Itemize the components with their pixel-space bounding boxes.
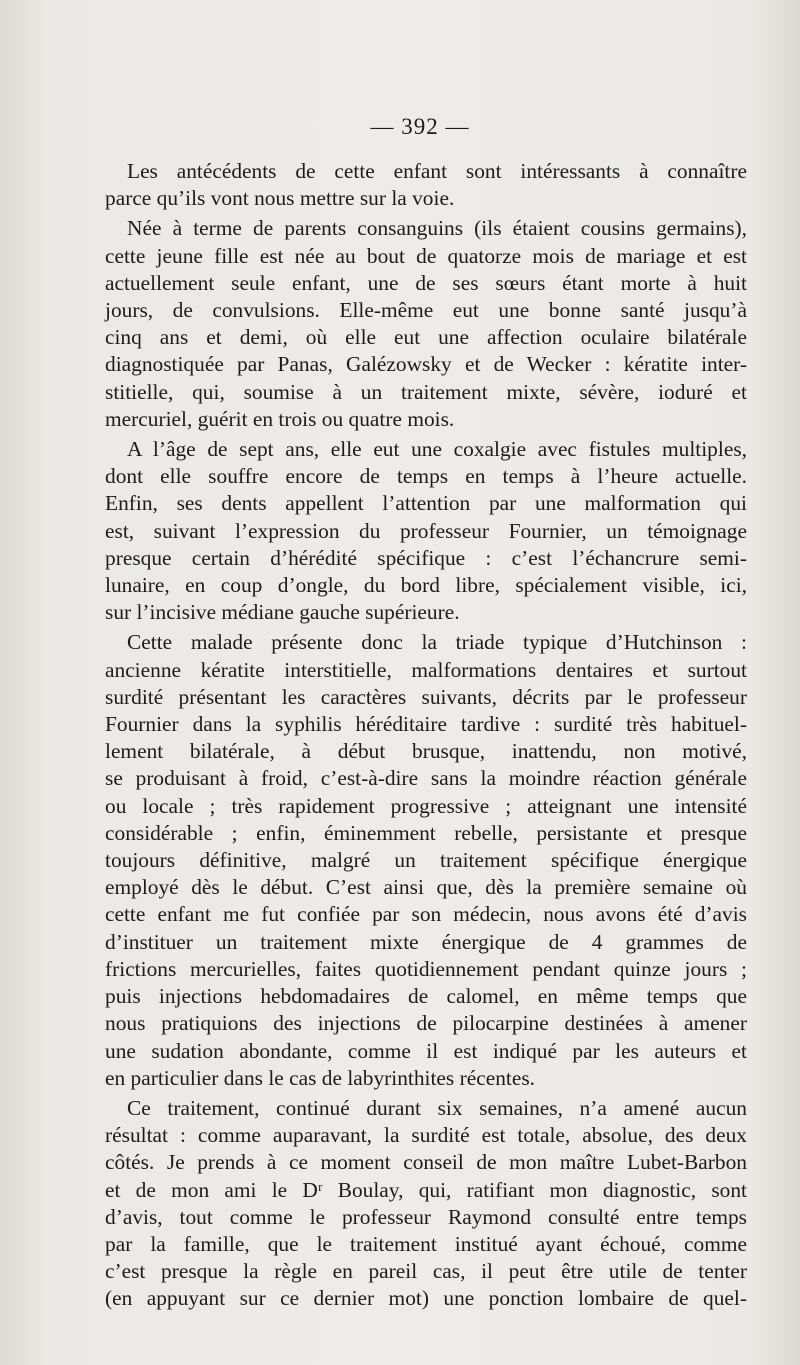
text-line: par la famille, que le traitement institué ayant échoué, comme	[105, 1231, 747, 1256]
text-line: Ce traitement, continué durant six semaines, n’a amené aucun	[127, 1095, 747, 1120]
text-line: et de mon ami le Dʳ Boulay, qui, ratifiant mon diagnostic, sont	[105, 1177, 747, 1202]
text-line: une sudation abondante, comme il est indiqué par les auteurs et	[105, 1038, 747, 1063]
text-line: parce qu’ils vont nous mettre sur la voie.	[105, 186, 455, 211]
text-line: jours, de convulsions. Elle-même eut une bonne santé jusqu’à	[105, 298, 747, 323]
text-line: Cette malade présente donc la triade typique d’Hutchinson :	[127, 630, 747, 655]
text-line: dont elle souffre encore de temps en temps à l’heure actuelle.	[105, 464, 747, 489]
text-line: Fournier dans la syphilis héréditaire tardive : surdité très habituel-	[105, 712, 747, 737]
text-line: puis injections hebdomadaires de calomel, en même temps que	[105, 984, 747, 1009]
text-line: ou locale ; très rapidement progressive ; atteignant une intensité	[105, 793, 747, 818]
text-line: est, suivant l’expression du professeur Fournier, un témoignage	[105, 518, 747, 543]
text-line: cette jeune fille est née au bout de quatorze mois de mariage et est	[105, 243, 747, 268]
paragraph	[105, 158, 747, 212]
paragraph	[105, 215, 747, 433]
text-line: considérable ; enfin, éminemment rebelle, persistante et presque	[105, 820, 747, 845]
text-line: toujours définitive, malgré un traitement spécifique énergique	[105, 848, 747, 873]
text-line: (en appuyant sur ce dernier mot) une ponction lombaire de quel-	[105, 1286, 747, 1311]
text-line: en particulier dans le cas de labyrinthites récentes.	[105, 1065, 536, 1090]
text-line: diagnostiquée par Panas, Galézowsky et de Wecker : kératite inter-	[105, 352, 747, 377]
text-line: ancienne kératite interstitielle, malformations dentaires et surtout	[105, 657, 747, 682]
text-line: A l’âge de sept ans, elle eut une coxalgie avec fistules multiples,	[127, 437, 747, 462]
text-line: côtés. Je prends à ce moment conseil de mon maître Lubet-Barbon	[105, 1150, 747, 1175]
text-line: Née à terme de parents consanguins (ils étaient cousins germains),	[127, 216, 747, 241]
text-line: lunaire, en coup d’ongle, du bord libre, spécialement visible, ici,	[105, 573, 747, 598]
text-line: résultat : comme auparavant, la surdité est totale, absolue, des deux	[105, 1123, 747, 1148]
paragraph	[105, 629, 747, 1091]
text-line: se produisant à froid, c’est-à-dire sans la moindre réaction générale	[105, 766, 747, 791]
text-line: surdité présentant les caractères suivants, décrits par le professeur	[105, 684, 747, 709]
text-line: cinq ans et demi, où elle eut une affection oculaire bilatérale	[105, 325, 747, 350]
text-line: actuellement seule enfant, une de ses sœurs étant morte à huit	[105, 270, 747, 295]
text-line: sur l’incisive médiane gauche supérieure.	[105, 600, 460, 625]
text-line: Enfin, ses dents appellent l’attention par une malformation qui	[105, 491, 747, 516]
text-line: mercuriel, guérit en trois ou quatre mois.	[105, 406, 455, 431]
text-line: employé dès le début. C’est ainsi que, dès la première semaine où	[105, 875, 747, 900]
text-line: cette enfant me fut confiée par son médecin, nous avons été d’avis	[105, 902, 747, 927]
text-line: lement bilatérale, à début brusque, inattendu, non motivé,	[105, 739, 747, 764]
paragraph	[105, 436, 747, 626]
text-line: Les antécédents de cette enfant sont intéressants à connaître	[127, 159, 747, 183]
text-line: d’avis, tout comme le professeur Raymond consulté entre temps	[105, 1204, 747, 1229]
text-line: c’est presque la règle en pareil cas, il peut être utile de tenter	[105, 1259, 747, 1284]
body-text	[105, 158, 747, 1316]
text-line: presque certain d’hérédité spécifique : c’est l’échancrure semi-	[105, 545, 747, 570]
paragraph	[105, 1095, 747, 1313]
text-line: frictions mercurielles, faites quotidiennement pendant quinze jours ;	[105, 956, 747, 981]
text-line: stitielle, qui, soumise à un traitement mixte, sévère, ioduré et	[105, 379, 747, 404]
page-number: — 392 —	[370, 114, 470, 139]
text-line: nous pratiquions des injections de pilocarpine destinées à amener	[105, 1011, 747, 1036]
text-line: d’instituer un traitement mixte énergique de 4 grammes de	[105, 929, 747, 954]
